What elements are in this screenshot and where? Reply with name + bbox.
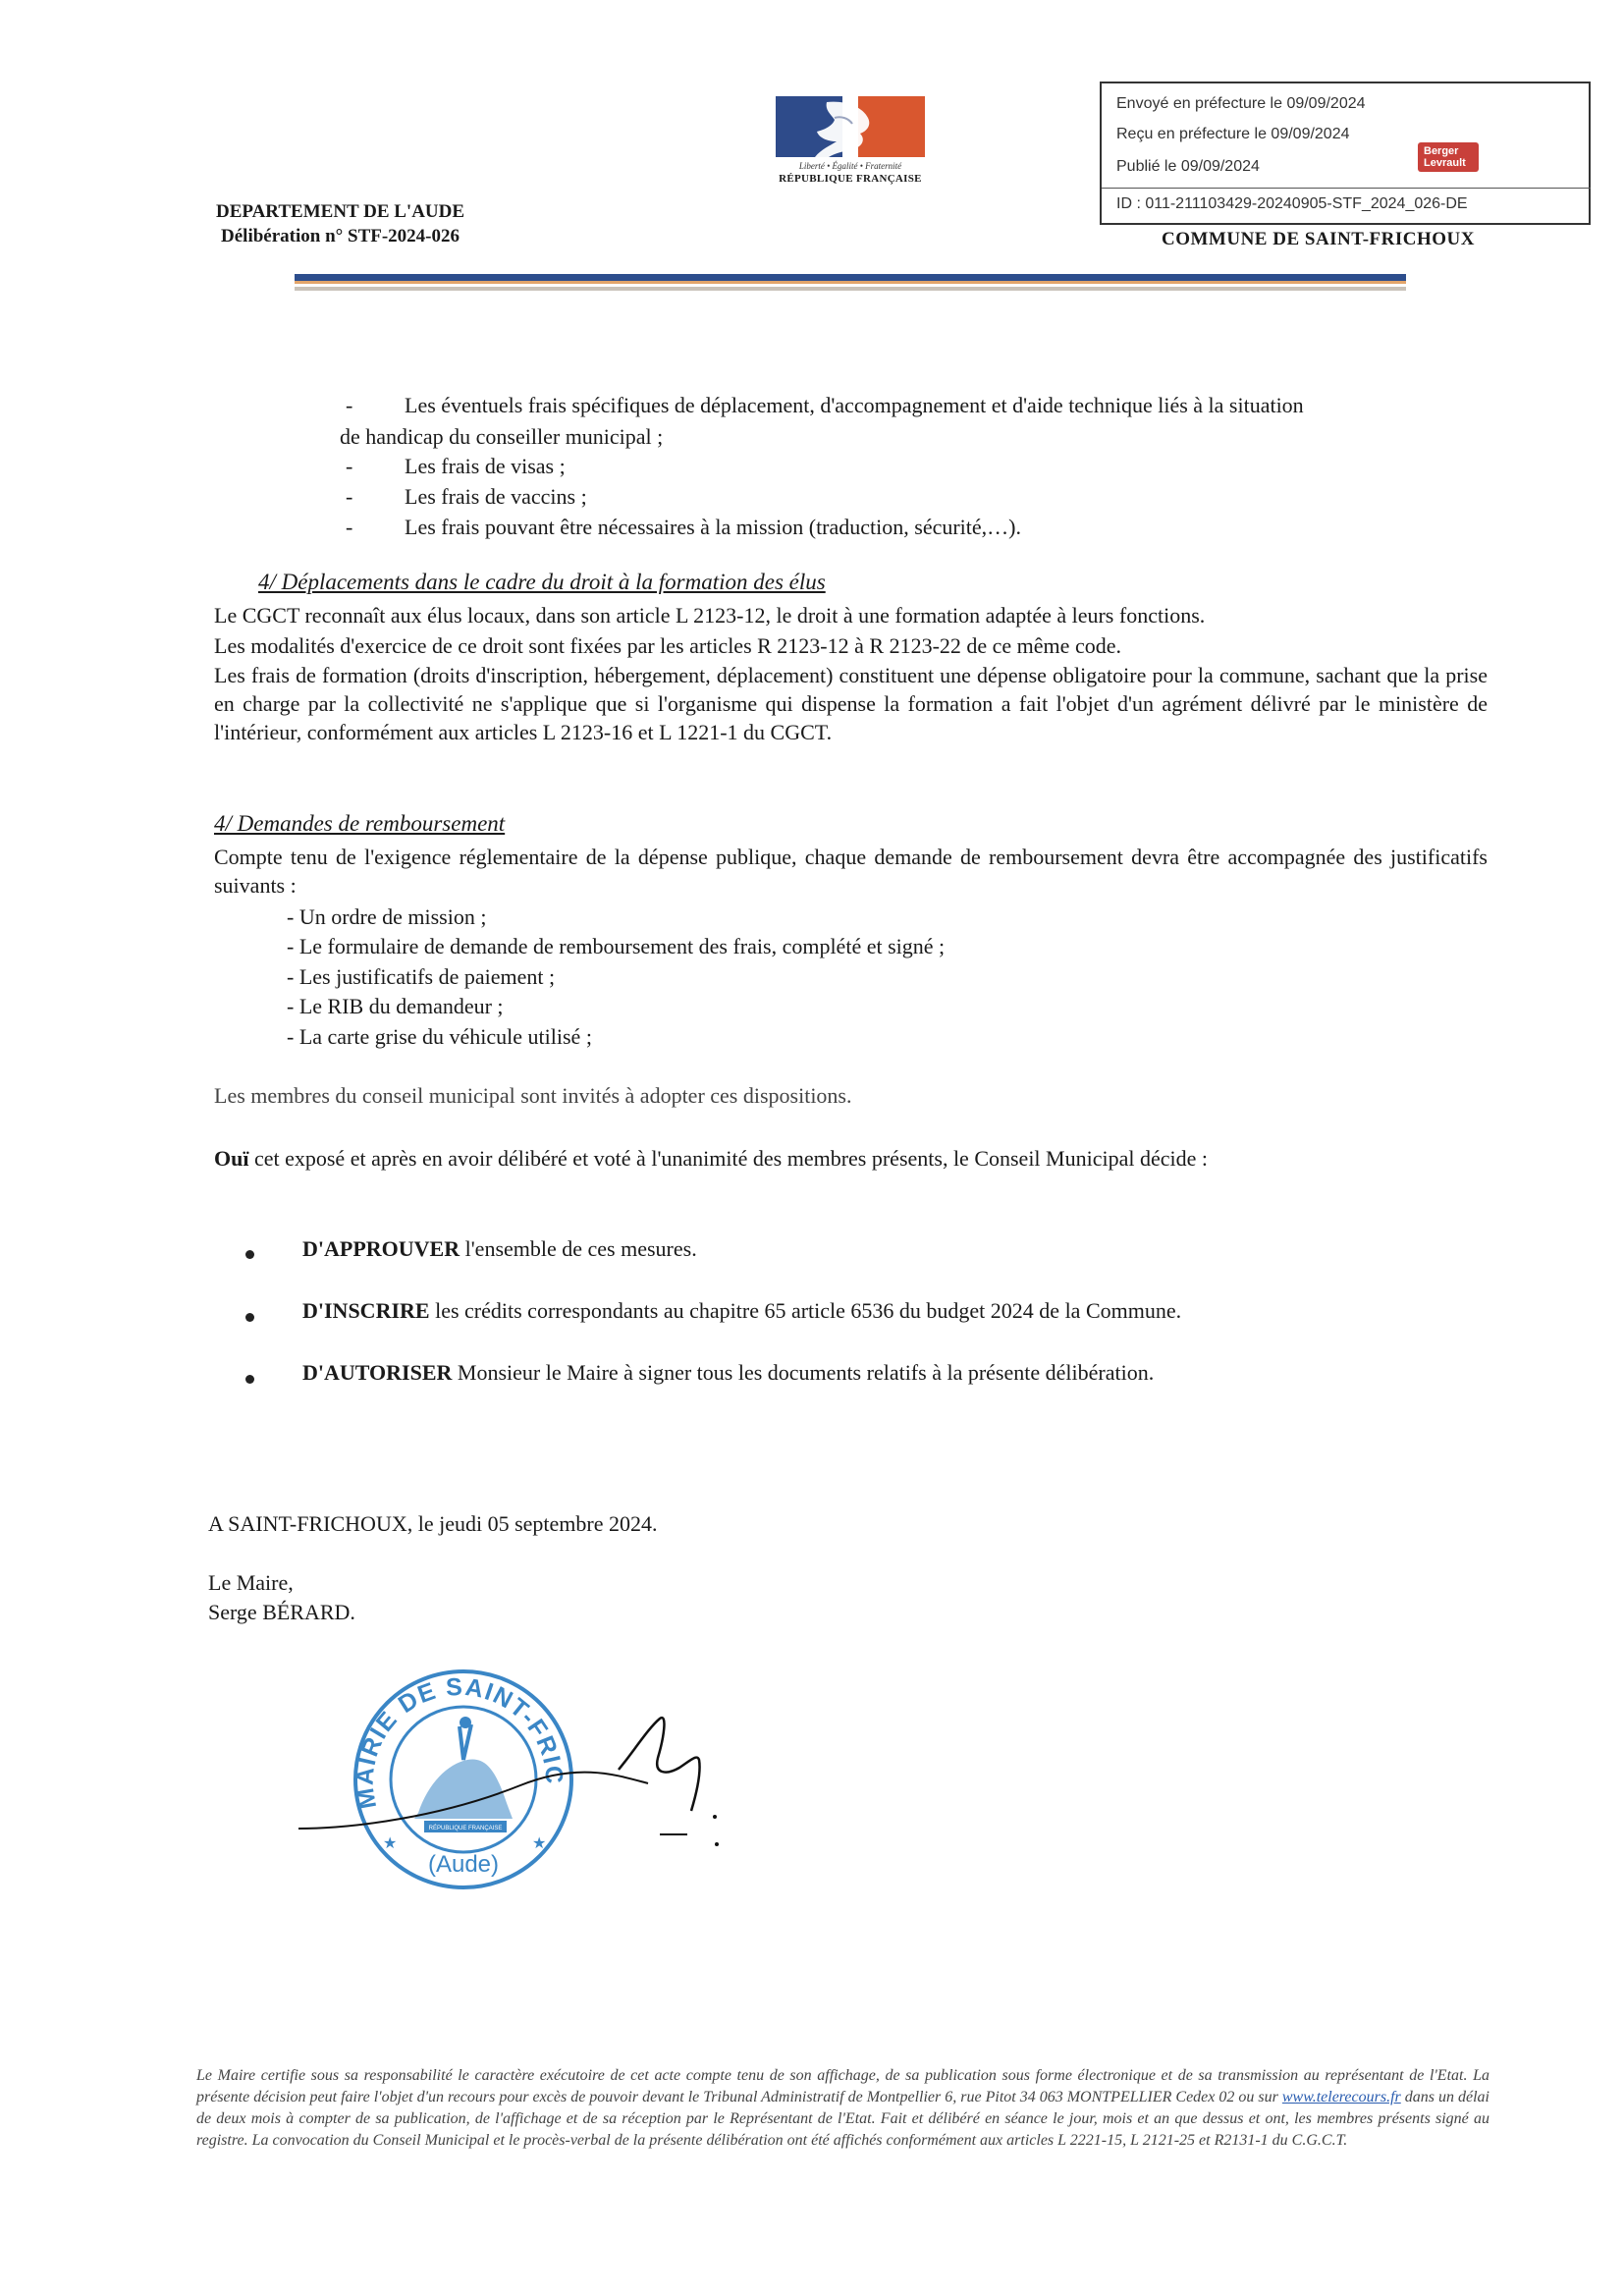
expense-item-1-cont: de handicap du conseiller municipal ; — [340, 424, 664, 449]
decision-2-verb: D'INSCRIRE — [302, 1298, 430, 1323]
footer-text-2: dans un délai de deux mois à compter de sa publication, de l'affichage et de sa réception par le Représentant de l'Etat. Fait et délibéré en séance le jour, mois et an que dessus et ont, les membres présents signé au registre. La convocation du Conseil Municipal et le procès-verbal de la présente délibération ont été affichés conformément aux articles L 2221-15, L 2121-25 et R2131-1 du C.G.C.T. — [196, 2089, 1490, 2149]
republique-francaise-label: RÉPUBLIQUE FRANÇAISE — [779, 173, 922, 185]
berger-levrault-logo — [1418, 142, 1479, 172]
prefecture-stamp — [1100, 82, 1591, 225]
list-dash: - — [346, 393, 353, 417]
mayor-role: Le Maire, — [208, 1570, 294, 1595]
vote-statement — [214, 1144, 1208, 1174]
star-icon: ★ — [383, 1835, 398, 1852]
refund-intro: Compte tenu de l'exigence réglementaire de la dépense publique, chaque demande de remboursement devra être accompagnée des justificatifs suivants : — [214, 845, 1488, 898]
expense-item-2-text: Les frais de visas ; — [405, 454, 566, 478]
marianne-motto: Liberté • Égalité • Fraternité — [798, 161, 902, 171]
training-line-1: Le CGCT reconnaît aux élus locaux, dans son article L 2123-12, le droit à une formation adaptée à leurs fonctions. — [214, 603, 1206, 628]
refund-item-2: - Le formulaire de demande de remboursement des frais, complété et signé ; — [287, 934, 946, 958]
refund-item-1: - Un ordre de mission ; — [287, 904, 487, 929]
section-refund-title: 4/ Demandes de remboursement — [214, 811, 506, 836]
marianne-logo — [776, 96, 925, 185]
invitation-text: Les membres du conseil municipal sont invités à adopter ces dispositions. — [214, 1083, 852, 1108]
legal-footer — [196, 2065, 1489, 2152]
list-dash: - — [346, 454, 353, 478]
training-paragraph: Les frais de formation (droits d'inscription, hébergement, déplacement) constituent une dépense obligatoire pour la commune, sachant que la prise en charge par la collectivité ne s'applique que si l'organisme qui dispense la formation a fait l'objet d'un agrément délivré par le ministère de l'intérieur, conformément aux articles L 2123-16 et L 1221-1 du CGCT. — [214, 663, 1488, 744]
stamp-id: ID : 011-211103429-20240905-STF_2024_026-DE — [1116, 195, 1468, 212]
header-rule-grey — [295, 287, 1406, 291]
decision-3-text: Monsieur le Maire à signer tous les documents relatifs à la présente délibération. — [452, 1360, 1155, 1385]
header-left — [216, 199, 464, 248]
brand-line1: Berger — [1424, 145, 1459, 157]
place-date: A SAINT-FRICHOUX, le jeudi 05 septembre 2024. — [208, 1511, 658, 1536]
header-rule-orange — [295, 281, 1406, 284]
decision-1-text: l'ensemble de ces mesures. — [460, 1236, 697, 1261]
department-label: DEPARTEMENT DE L'AUDE — [216, 201, 465, 222]
expense-item-1-text: Les éventuels frais spécifiques de déplacement, d'accompagnement et d'aide technique liés à la situation — [405, 393, 1304, 417]
decision-3 — [302, 1358, 1154, 1388]
stamp-received: Reçu en préfecture le 09/09/2024 — [1116, 126, 1350, 142]
mayor-name: Serge BÉRARD. — [208, 1600, 355, 1624]
decision-1 — [302, 1234, 697, 1264]
star-icon: ★ — [532, 1835, 547, 1852]
bullet-icon — [245, 1250, 254, 1259]
training-line-2: Les modalités d'exercice de ce droit sont fixées par les articles R 2123-12 à R 2123-22 de ce même code. — [214, 633, 1121, 658]
oui-word: Ouï — [214, 1146, 249, 1171]
decision-1-verb: D'APPROUVER — [302, 1236, 460, 1261]
decision-3-verb: D'AUTORISER — [302, 1360, 453, 1385]
mayor-signature-icon — [295, 1689, 766, 1866]
bullet-icon — [245, 1375, 254, 1384]
expense-item-2 — [346, 452, 566, 481]
telerecours-link[interactable]: www.telerecours.fr — [1281, 2089, 1401, 2105]
stamp-separator — [1102, 188, 1591, 189]
seal-text: MAIRIE DE SAINT-FRIC — [351, 1672, 568, 1812]
expense-item-3 — [346, 482, 587, 512]
marianne-flag-icon — [776, 96, 925, 157]
refund-item-3: - Les justificatifs de paiement ; — [287, 964, 556, 989]
seal-banner: RÉPUBLIQUE FRANÇAISE — [428, 1826, 503, 1831]
decision-2 — [302, 1296, 1181, 1326]
brand-line2: Levrault — [1424, 157, 1466, 169]
refund-item-4: - Le RIB du demandeur ; — [287, 994, 504, 1018]
expense-item-1 — [346, 391, 1304, 420]
section-training-title: 4/ Déplacements dans le cadre du droit à la formation des élus — [258, 570, 826, 594]
expense-item-3-text: Les frais de vaccins ; — [405, 484, 587, 509]
bullet-icon — [245, 1313, 254, 1322]
refund-item-5: - La carte grise du véhicule utilisé ; — [287, 1024, 592, 1049]
footer-text-1: Le Maire certifie sous sa responsabilité le caractère exécutoire de cet acte compte tenu de son affichage, de sa publication sous forme électronique et de sa transmission au représentant de l'Etat. La présente décision peut faire l'objet d'un recours pour excès de pouvoir devant le Tribunal Administratif de Montpellier 6, rue Pitot 34 063 MONTPELLIER Cedex 02 ou sur — [196, 2067, 1489, 2105]
header-rule-blue — [295, 274, 1406, 281]
list-dash: - — [346, 484, 353, 509]
expense-item-4 — [346, 513, 1021, 542]
list-dash: - — [346, 515, 353, 539]
decision-2-text: les crédits correspondants au chapitre 65 article 6536 du budget 2024 de la Commune. — [429, 1298, 1182, 1323]
deliberation-number: Délibération n° STF-2024-026 — [221, 226, 460, 246]
expense-item-4-text: Les frais pouvant être nécessaires à la mission (traduction, sécurité,…). — [405, 515, 1021, 539]
stamp-published: Publié le 09/09/2024 — [1116, 158, 1260, 175]
seal-region: (Aude) — [427, 1851, 500, 1878]
vote-rest: cet exposé et après en avoir délibéré et voté à l'unanimité des membres présents, le Conseil Municipal décide : — [248, 1146, 1208, 1171]
stamp-sent: Envoyé en préfecture le 09/09/2024 — [1116, 95, 1366, 112]
commune-label: COMMUNE DE SAINT-FRICHOUX — [1162, 229, 1475, 249]
